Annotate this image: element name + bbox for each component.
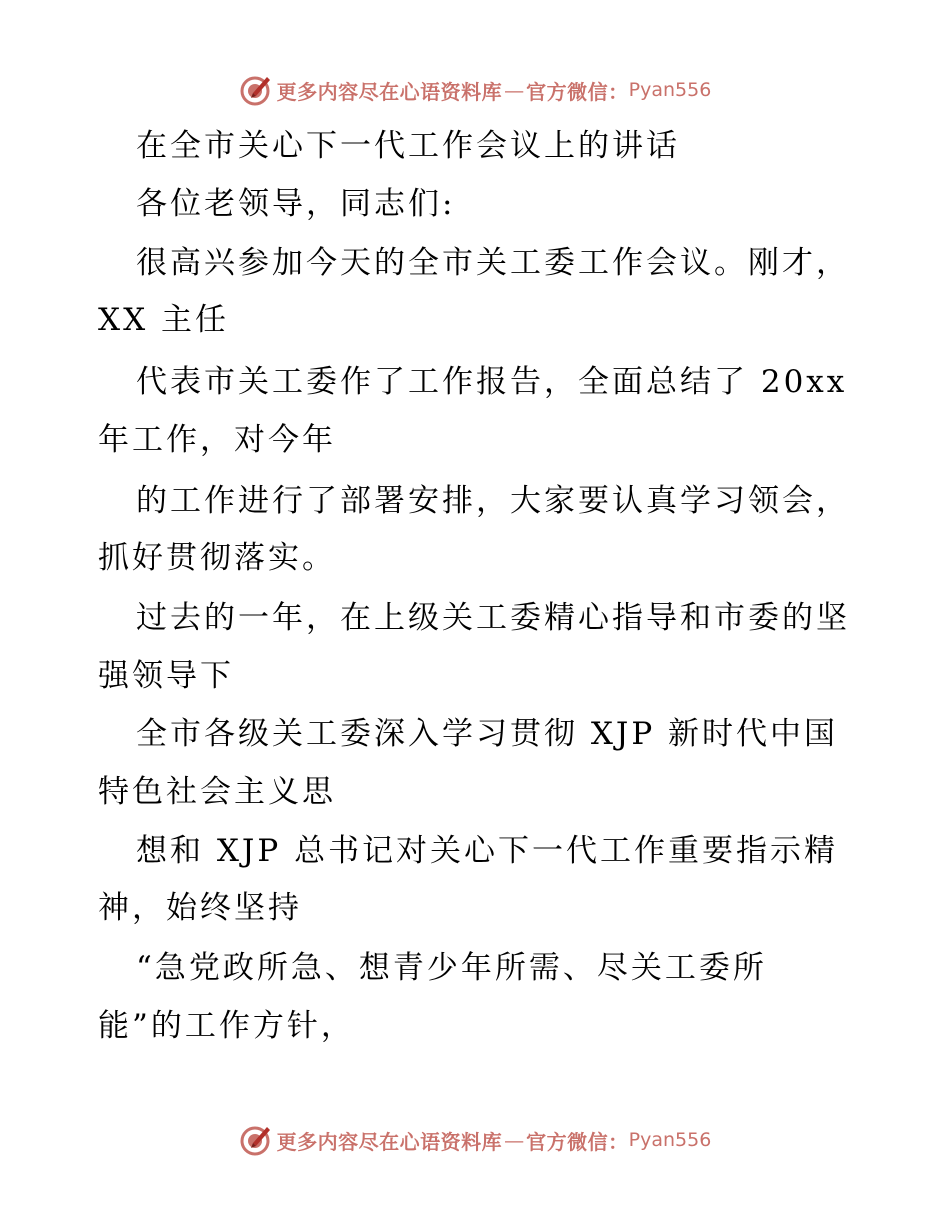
body-line: 很高兴参加今天的全市关工委工作会议。刚才， (136, 245, 850, 281)
body-line: 能”的工作方针， (98, 1008, 355, 1044)
salutation: 各位老领导，同志们: (136, 186, 456, 222)
watermark-wechat-id: Pyan556 (628, 79, 712, 101)
footer-watermark (0, 1120, 950, 1160)
body-line: XX 主任 (98, 302, 229, 338)
body-line: 过去的一年，在上级关工委精心指导和市委的坚 (136, 600, 850, 636)
body-line: “急党政所急、想青少年所需、尽关工委所 (136, 950, 767, 986)
watermark-wechat-label: 官方微信： (526, 1129, 629, 1154)
watermark-wechat-id: Pyan556 (628, 1129, 712, 1151)
body-line: 年工作，对今年 (98, 422, 336, 458)
body-line: 神，始终坚持 (98, 890, 302, 926)
watermark-separator: — (504, 1128, 525, 1152)
body-line: 想和 XJP 总书记对关心下一代工作重要指示精 (136, 833, 839, 869)
body-line: 的工作进行了部署安排，大家要认真学习领会， (136, 483, 850, 519)
pen-logo-icon (239, 1123, 273, 1157)
watermark-separator: — (504, 78, 525, 102)
body-line: 代表市关工委作了工作报告，全面总结了 20xx (136, 364, 848, 400)
watermark-wechat-label: 官方微信： (526, 79, 629, 104)
watermark-brand-text: 更多内容尽在心语资料库 (276, 79, 503, 104)
watermark-brand-text: 更多内容尽在心语资料库 (276, 1129, 503, 1154)
body-line: 强领导下 (98, 658, 234, 694)
body-line: 特色社会主义思 (98, 774, 336, 810)
body-line: 抓好贯彻落实。 (98, 540, 336, 576)
document-title: 在全市关心下一代工作会议上的讲话 (136, 128, 680, 164)
body-line: 全市各级关工委深入学习贯彻 XJP 新时代中国 (136, 716, 839, 752)
